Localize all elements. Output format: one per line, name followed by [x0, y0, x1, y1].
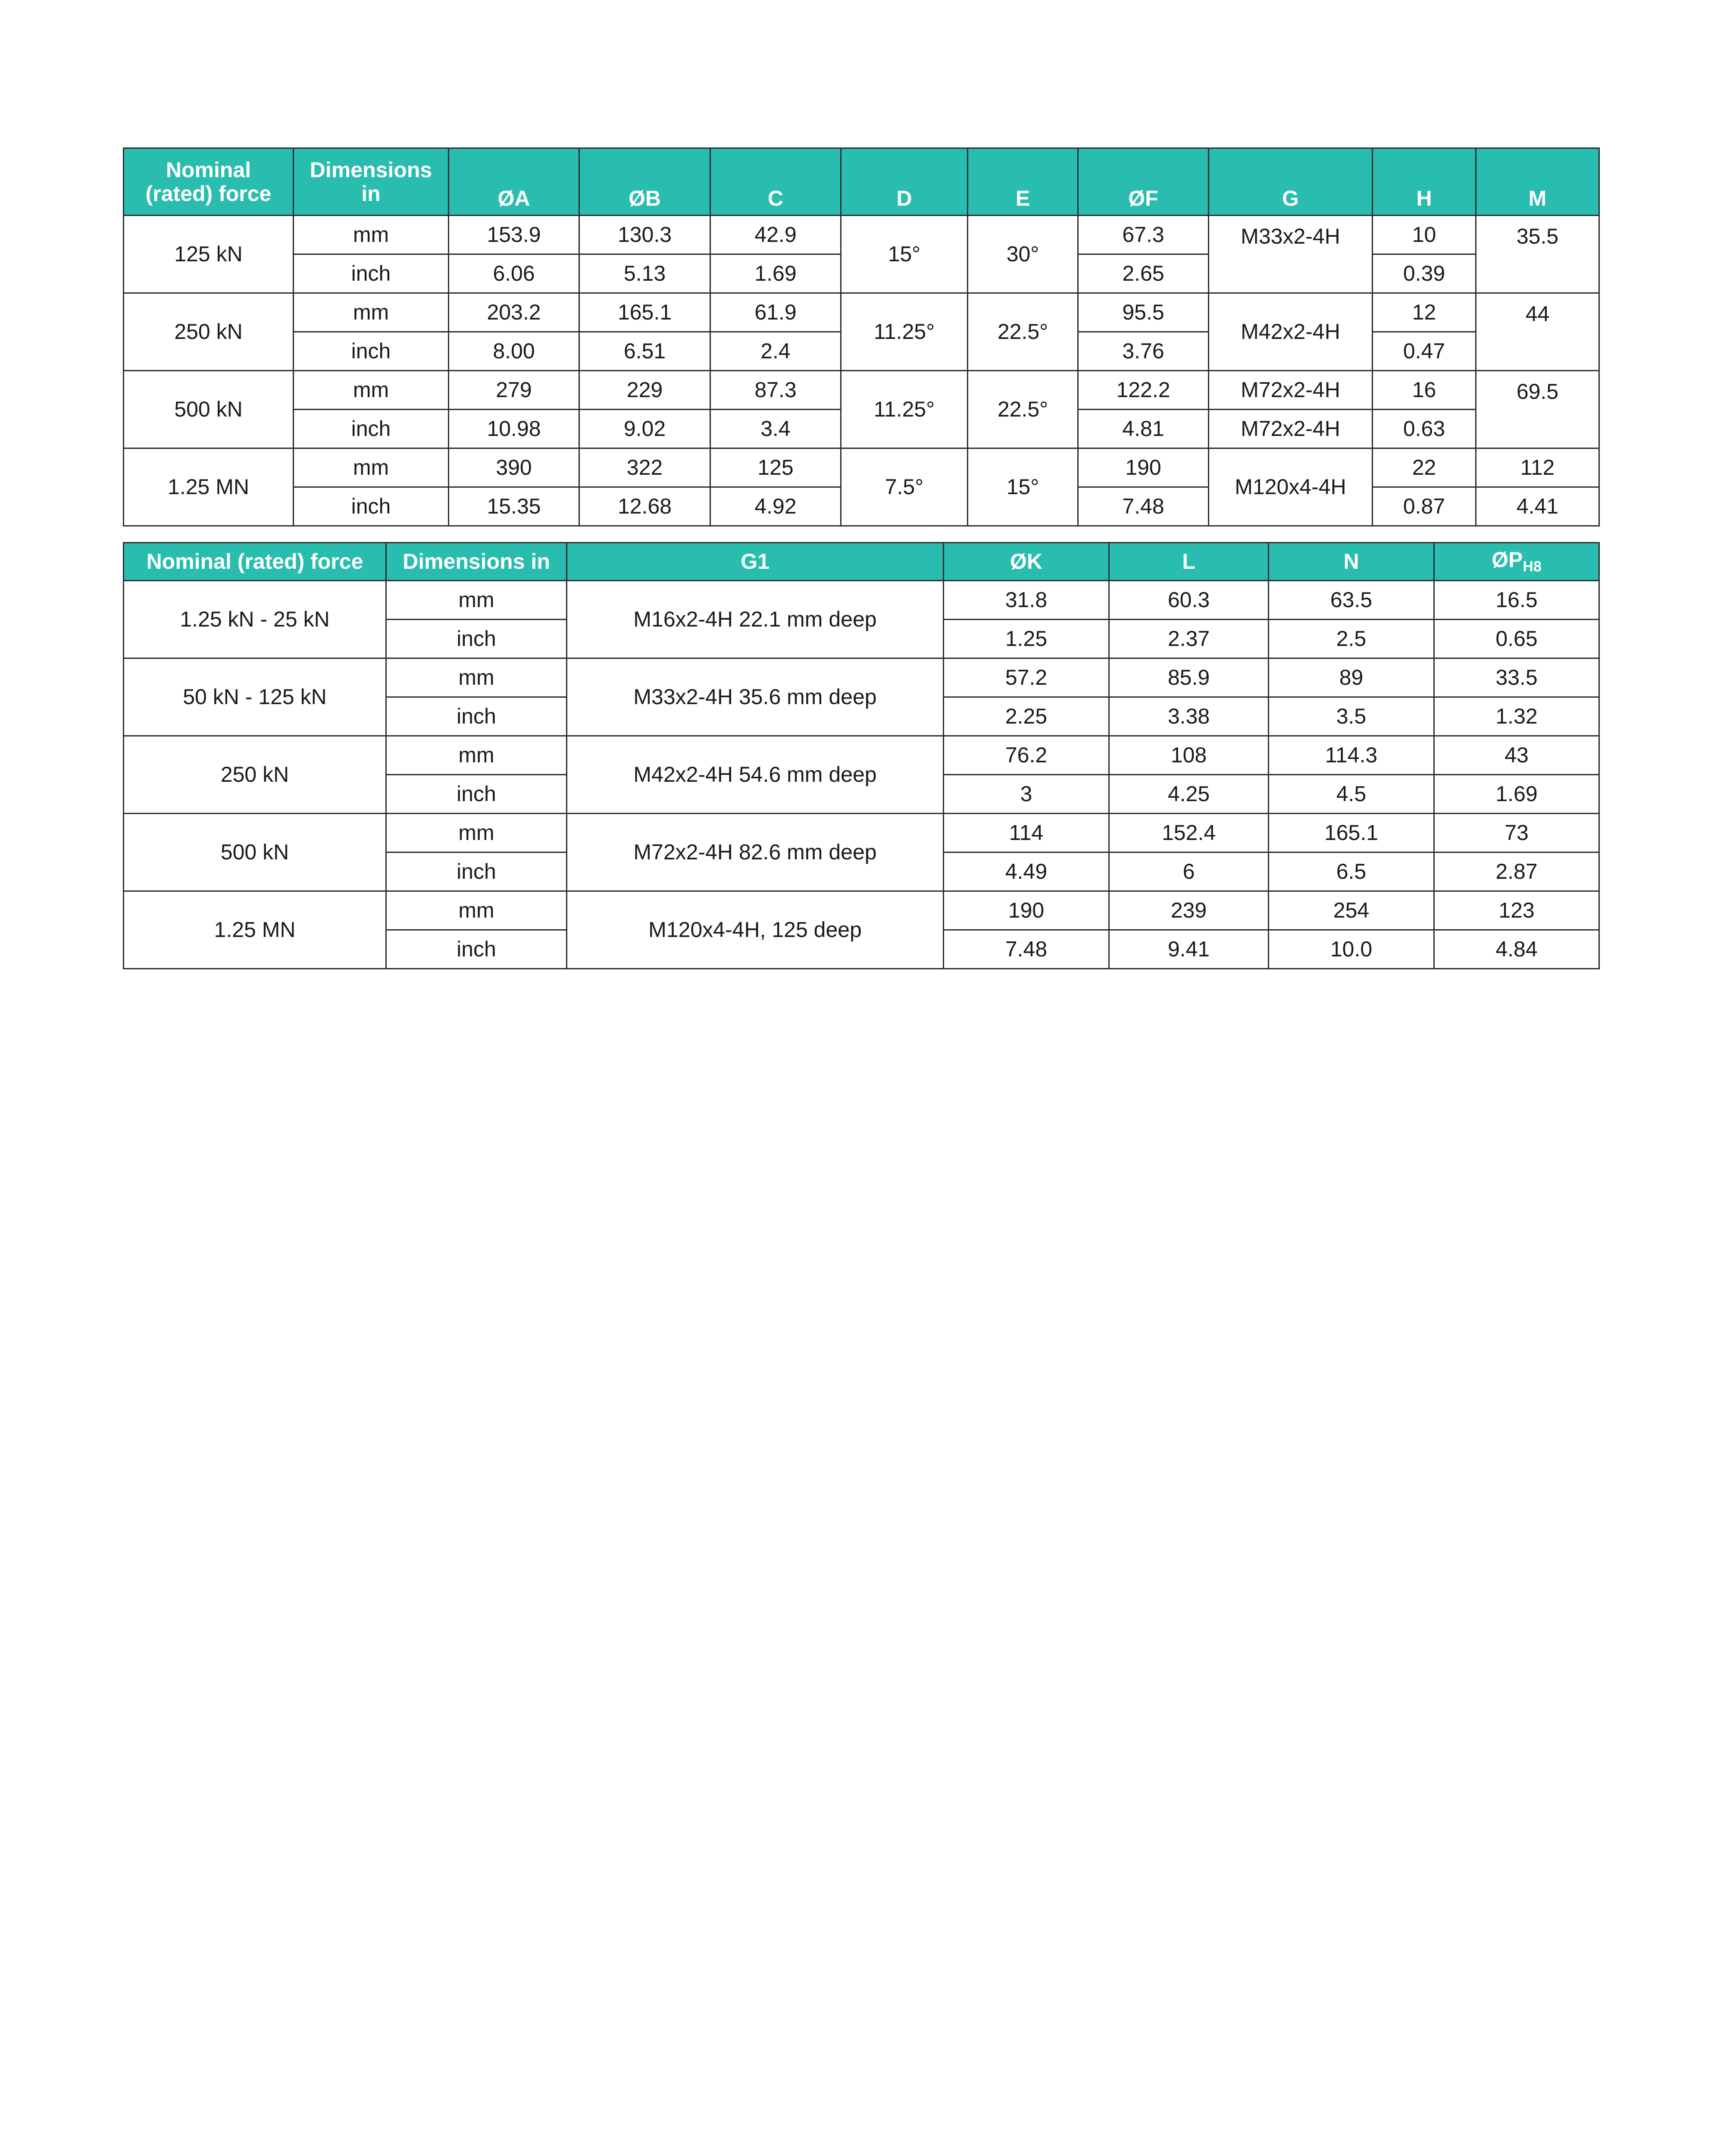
- value-k: 1.25: [944, 620, 1109, 658]
- value-l: 152.4: [1109, 814, 1269, 852]
- unit-cell: inch: [386, 697, 567, 736]
- value-h: 12: [1373, 293, 1476, 332]
- value-n: 3.5: [1269, 697, 1434, 736]
- value-l: 60.3: [1109, 581, 1269, 620]
- unit-cell: mm: [386, 891, 567, 930]
- value-n: 4.5: [1269, 775, 1434, 814]
- value-b: 165.1: [579, 293, 710, 332]
- value-f: 3.76: [1078, 332, 1209, 371]
- value-g1: M33x2-4H 35.6 mm deep: [567, 658, 944, 736]
- value-k: 7.48: [944, 930, 1109, 969]
- value-a: 279: [449, 371, 579, 410]
- value-p: 43: [1434, 736, 1599, 775]
- force-cell: 1.25 MN: [124, 448, 294, 526]
- value-a: 153.9: [449, 216, 579, 254]
- value-k: 190: [944, 891, 1109, 930]
- value-k: 76.2: [944, 736, 1109, 775]
- value-n: 6.5: [1269, 852, 1434, 891]
- value-l: 6: [1109, 852, 1269, 891]
- header-nominal-force: Nominal (rated) force: [124, 148, 294, 216]
- value-b: 12.68: [579, 487, 710, 526]
- header-g1: G1: [567, 543, 944, 581]
- value-k: 4.49: [944, 852, 1109, 891]
- force-cell: 250 kN: [124, 293, 294, 371]
- value-c: 42.9: [710, 216, 841, 254]
- value-p: 16.5: [1434, 581, 1599, 620]
- force-cell: 1.25 kN - 25 kN: [124, 581, 386, 658]
- header-e: E: [968, 148, 1078, 216]
- header-f: ØF: [1078, 148, 1209, 216]
- value-p: 0.65: [1434, 620, 1599, 658]
- value-d: 7.5°: [841, 448, 968, 526]
- header-row: [124, 148, 1599, 216]
- value-b: 130.3: [579, 216, 710, 254]
- value-p: 33.5: [1434, 658, 1599, 697]
- value-d: 15°: [841, 216, 968, 293]
- value-h: 16: [1373, 371, 1476, 410]
- value-l: 85.9: [1109, 658, 1269, 697]
- value-f: 122.2: [1078, 371, 1209, 410]
- value-m: 69.5: [1476, 371, 1599, 448]
- value-g: M33x2-4H: [1209, 216, 1373, 293]
- value-n: 89: [1269, 658, 1434, 697]
- value-l: 108: [1109, 736, 1269, 775]
- unit-cell: mm: [386, 814, 567, 852]
- value-f: 190: [1078, 448, 1209, 487]
- value-m: 44: [1476, 293, 1599, 371]
- unit-cell: inch: [294, 332, 449, 371]
- header-g: G: [1209, 148, 1373, 216]
- value-f: 2.65: [1078, 254, 1209, 293]
- table-row: [124, 371, 1599, 410]
- value-g: M72x2-4H: [1209, 410, 1373, 448]
- value-c: 1.69: [710, 254, 841, 293]
- unit-cell: mm: [294, 216, 449, 254]
- value-n: 63.5: [1269, 581, 1434, 620]
- value-p: 73: [1434, 814, 1599, 852]
- value-m: 4.41: [1476, 487, 1599, 526]
- unit-cell: inch: [386, 775, 567, 814]
- value-b: 5.13: [579, 254, 710, 293]
- value-k: 2.25: [944, 697, 1109, 736]
- value-n: 165.1: [1269, 814, 1434, 852]
- value-h: 0.87: [1373, 487, 1476, 526]
- header-l: L: [1109, 543, 1269, 581]
- value-g1: M72x2-4H 82.6 mm deep: [567, 814, 944, 891]
- value-c: 4.92: [710, 487, 841, 526]
- unit-cell: inch: [386, 620, 567, 658]
- value-a: 203.2: [449, 293, 579, 332]
- header-d: D: [841, 148, 968, 216]
- value-h: 10: [1373, 216, 1476, 254]
- value-a: 6.06: [449, 254, 579, 293]
- table-row: [124, 448, 1599, 487]
- value-g: M72x2-4H: [1209, 371, 1373, 410]
- value-c: 2.4: [710, 332, 841, 371]
- value-m: 112: [1476, 448, 1599, 487]
- value-h: 0.63: [1373, 410, 1476, 448]
- value-c: 87.3: [710, 371, 841, 410]
- value-h: 22: [1373, 448, 1476, 487]
- value-p: 4.84: [1434, 930, 1599, 969]
- value-f: 4.81: [1078, 410, 1209, 448]
- value-l: 4.25: [1109, 775, 1269, 814]
- unit-cell: inch: [386, 852, 567, 891]
- unit-cell: mm: [386, 736, 567, 775]
- unit-cell: mm: [386, 658, 567, 697]
- force-cell: 250 kN: [124, 736, 386, 814]
- header-c: C: [710, 148, 841, 216]
- value-d: 11.25°: [841, 371, 968, 448]
- value-e: 22.5°: [968, 371, 1078, 448]
- value-k: 3: [944, 775, 1109, 814]
- value-m: 35.5: [1476, 216, 1599, 293]
- value-a: 15.35: [449, 487, 579, 526]
- dimensions-table-2: [123, 542, 1600, 969]
- value-g1: M120x4-4H, 125 deep: [567, 891, 944, 969]
- value-l: 3.38: [1109, 697, 1269, 736]
- value-l: 239: [1109, 891, 1269, 930]
- unit-cell: inch: [294, 410, 449, 448]
- header-h: H: [1373, 148, 1476, 216]
- header-dimensions-in: Dimensions in: [386, 543, 567, 581]
- force-cell: 125 kN: [124, 216, 294, 293]
- value-f: 7.48: [1078, 487, 1209, 526]
- table-row: [124, 814, 1599, 852]
- force-cell: 50 kN - 125 kN: [124, 658, 386, 736]
- value-g1: M16x2-4H 22.1 mm deep: [567, 581, 944, 658]
- value-b: 229: [579, 371, 710, 410]
- header-nominal-force: Nominal (rated) force: [124, 543, 386, 581]
- header-k: ØK: [944, 543, 1109, 581]
- value-h: 0.47: [1373, 332, 1476, 371]
- value-b: 9.02: [579, 410, 710, 448]
- table-row: [124, 658, 1599, 697]
- value-n: 2.5: [1269, 620, 1434, 658]
- force-cell: 500 kN: [124, 371, 294, 448]
- value-p: 1.69: [1434, 775, 1599, 814]
- header-n: N: [1269, 543, 1434, 581]
- value-b: 322: [579, 448, 710, 487]
- value-l: 9.41: [1109, 930, 1269, 969]
- value-a: 8.00: [449, 332, 579, 371]
- value-c: 61.9: [710, 293, 841, 332]
- force-cell: 1.25 MN: [124, 891, 386, 969]
- value-g: M42x2-4H: [1209, 293, 1373, 371]
- unit-cell: mm: [294, 371, 449, 410]
- value-k: 57.2: [944, 658, 1109, 697]
- value-n: 114.3: [1269, 736, 1434, 775]
- value-f: 67.3: [1078, 216, 1209, 254]
- unit-cell: inch: [294, 254, 449, 293]
- header-m: M: [1476, 148, 1599, 216]
- header-dimensions-in: Dimensions in: [294, 148, 449, 216]
- table-row: [124, 736, 1599, 775]
- table-row: [124, 293, 1599, 332]
- value-e: 15°: [968, 448, 1078, 526]
- value-k: 31.8: [944, 581, 1109, 620]
- table-row: [124, 216, 1599, 254]
- value-h: 0.39: [1373, 254, 1476, 293]
- header-p-label: ØP: [1492, 548, 1523, 572]
- unit-cell: inch: [294, 487, 449, 526]
- value-n: 254: [1269, 891, 1434, 930]
- value-g1: M42x2-4H 54.6 mm deep: [567, 736, 944, 814]
- value-b: 6.51: [579, 332, 710, 371]
- value-e: 30°: [968, 216, 1078, 293]
- value-a: 10.98: [449, 410, 579, 448]
- value-l: 2.37: [1109, 620, 1269, 658]
- table-row: [124, 891, 1599, 930]
- value-p: 2.87: [1434, 852, 1599, 891]
- header-row: [124, 543, 1599, 581]
- header-p: [1434, 543, 1599, 581]
- table-row: [124, 581, 1599, 620]
- value-c: 3.4: [710, 410, 841, 448]
- force-cell: 500 kN: [124, 814, 386, 891]
- value-d: 11.25°: [841, 293, 968, 371]
- unit-cell: mm: [294, 293, 449, 332]
- header-b: ØB: [579, 148, 710, 216]
- value-n: 10.0: [1269, 930, 1434, 969]
- dimensions-table-1: [123, 147, 1600, 526]
- unit-cell: mm: [386, 581, 567, 620]
- value-f: 95.5: [1078, 293, 1209, 332]
- value-p: 123: [1434, 891, 1599, 930]
- value-g: M120x4-4H: [1209, 448, 1373, 526]
- value-k: 114: [944, 814, 1109, 852]
- header-a: ØA: [449, 148, 579, 216]
- value-p: 1.32: [1434, 697, 1599, 736]
- header-p-subscript: H8: [1523, 558, 1542, 575]
- value-e: 22.5°: [968, 293, 1078, 371]
- value-a: 390: [449, 448, 579, 487]
- unit-cell: mm: [294, 448, 449, 487]
- value-c: 125: [710, 448, 841, 487]
- unit-cell: inch: [386, 930, 567, 969]
